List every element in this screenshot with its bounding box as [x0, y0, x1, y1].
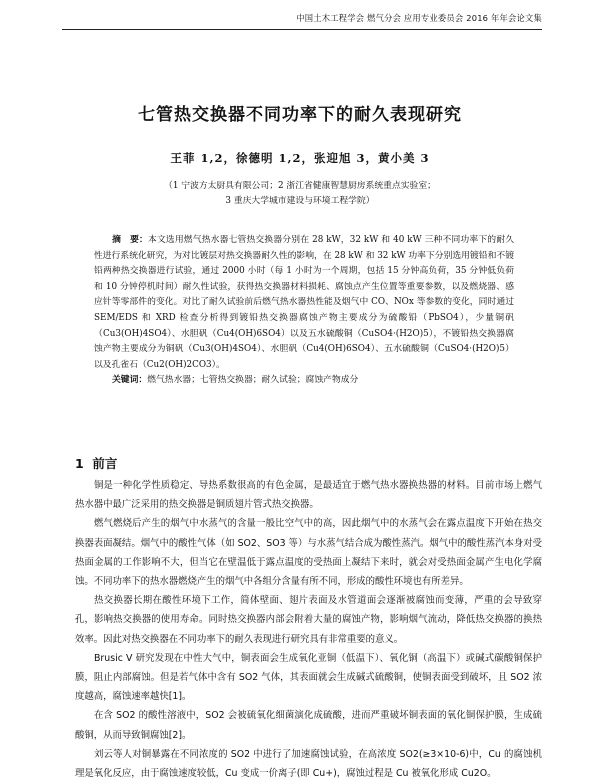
abstract — [94, 233, 514, 389]
affiliation-line-2: 3 重庆大学城市建设与环境工程学院） — [225, 196, 375, 206]
keywords-line — [94, 373, 514, 389]
section-number: 1 — [75, 456, 84, 471]
section-title: 前言 — [92, 456, 118, 471]
author-list: 王菲 1,2，徐德明 1,2，张迎旭 3，黄小美 3 — [170, 151, 430, 165]
paper-title: 七管热交换器不同功率下的耐久表现研究 — [138, 105, 462, 125]
body-paragraph: 在含 SO2 的酸性溶液中，SO2 会被硫氧化细菌演化成硫酸，进而严重破坏铜表面的氧化铜保护膜，生成硫酸铜，从而导致铜腐蚀[2]。 — [75, 710, 542, 741]
keywords-text: 燃气热水器；七管热交换器；耐久试验；腐蚀产物成分 — [147, 375, 359, 386]
affiliation-line-1: （1 宁波方太厨具有限公司；2 浙江省健康智慧厨房系统重点实验室； — [164, 181, 436, 191]
abstract-label: 摘 要： — [112, 235, 148, 245]
body-paragraph: 燃气燃烧后产生的烟气中水蒸气的含量一般比空气中的高，因此烟气中的水蒸气会在露点温度下开始在热交换器表面凝结。烟气中的酸性气体（如 SO2、SO3 等）与水蒸气结合成为酸性蒸汽。烟气中的酸性蒸汽本身对受热面金属的工作影响不大，但当它在壁温低于露点温度的受热面上凝结下来时，就会对受热面金属产生电化学腐蚀。不同功率下的热水器燃烧产生的烟气中各组分含量有所不同，形成的酸性环境也有所差异。 — [75, 518, 542, 588]
page-header — [62, 12, 542, 30]
body-text — [75, 476, 542, 783]
body-paragraph: Brusic V 研究发现在中性大气中，铜表面会生成氧化亚铜（低温下）、氧化铜（高温下）或碱式碳酸铜保护膜，阻止内部腐蚀。但是若气体中含有 SO2 气体，其表面就会生成碱式硫酸铜，使铜表面受到破坏，且 SO2 浓度越高，腐蚀速率越快[1]。 — [75, 652, 542, 703]
keywords-label: 关键词： — [112, 375, 148, 386]
body-paragraph: 热交换器长期在酸性环境下工作，简体壁面、翅片表面及水管道面会逐渐被腐蚀而变薄，严重的会导致穿孔，影响热交换器的使用寿命。同时热交换器内部会附着大量的腐蚀产物，影响烟气流动，降低热交换器的换热效率。因此对热交换器在不同功率下的耐久表现进行研究具有非常重要的意义。 — [75, 595, 542, 645]
header-text: 中国土木工程学会 燃气分会 应用专业委员会 2016 年年会论文集 — [296, 13, 542, 23]
body-paragraph: 铜是一种化学性质稳定、导热系数很高的有色金属，是最适宜于燃气热水器换热器的材料。目前市场上燃气热水器中最广泛采用的热交换器是铜质翅片管式热交换器。 — [75, 480, 542, 511]
body-paragraph: 刘云等人对铜暴露在不同浓度的 SO2 中进行了加速腐蚀试验，在高浓度 SO2(≥3×10-6)中，Cu 的腐蚀机理是氧化反应，由于腐蚀速度较低，Cu 变成一价离子(即 Cu+)，腐蚀过程是 Cu 被氧化形成 Cu2O。 — [75, 748, 542, 780]
section-heading — [75, 454, 117, 472]
abstract-text: 本文选用燃气热水器七管热交换器分别在 28 kW，32 kW 和 40 kW 三种不同功率下的耐久性进行系统化研究，为对比镀层对热交换器耐久性的影响，在 28 kW 和 32 kW 功率下分别选用镀铅和不镀铅两种热交换器进行试验，通过 2000 小时（每 1 小时为一个周期，包括 15 分钟高负荷，35 分钟低负荷和 10 分钟停机时间）耐久性试验，获得热交换器材料损耗、腐蚀点产生位置等重要参数，以及燃烧器、感应针等零部件的变化。对比了耐久试验前后燃气热水器热性能及烟气中 CO、NOx 等参数的变化，同时通过 SEM/EDS 和 XRD 检查分析得到镀铅热交换器腐蚀产物主要成分为硫酸铅（PbSO4），少量铜矾（Cu3(OH)4SO4）、水胆矾（Cu4(OH)6SO4）以及五水硫酸铜（CuSO4·(H2O)5），不镀铅热交换器腐蚀产物主要成分为铜矾（Cu3(OH)4SO4）、水胆矾（Cu4(OH)6SO4）、五水硫酸铜（CuSO4·(H2O)5）以及孔雀石（Cu2(OH)2CO3）。 — [94, 235, 514, 370]
affiliations — [70, 179, 530, 209]
